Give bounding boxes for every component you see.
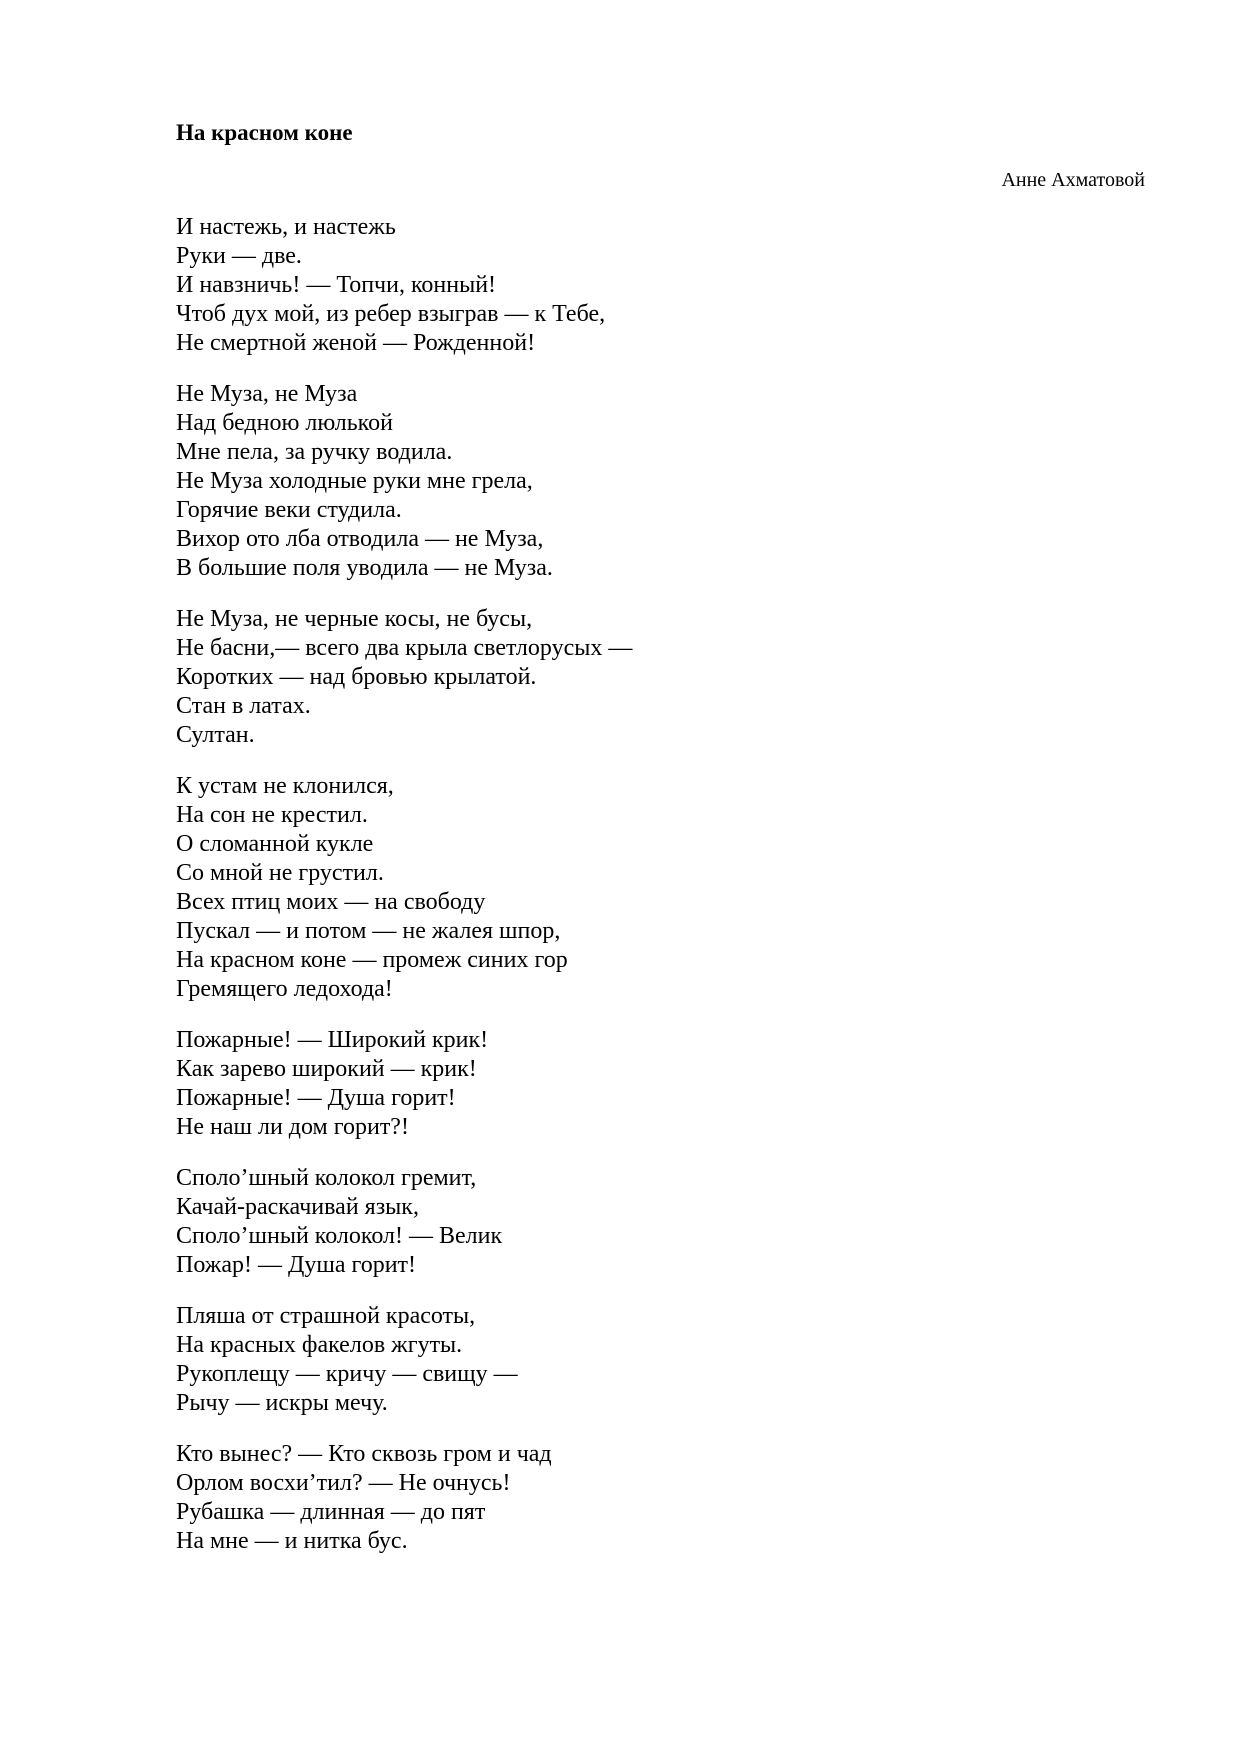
poem-title: На красном коне <box>176 120 353 145</box>
stanza <box>176 605 1156 750</box>
poem-line: Гремящего ледохода! <box>176 976 393 1002</box>
stanza <box>176 772 1156 1004</box>
poem-line: Пожарные! — Широкий крик! <box>176 1027 489 1053</box>
poem-line: Мне пела, за ручку водила. <box>176 439 453 465</box>
poem-line: Чтоб дух мой, из ребер взыграв — к Тебе, <box>176 301 606 327</box>
stanza <box>176 1164 1156 1280</box>
stanza <box>176 1302 1156 1418</box>
poem-line: Вихор ото лба отводила — не Муза, <box>176 526 544 552</box>
poem-line: Пускал — и потом — не жалея шпор, <box>176 918 561 944</box>
poem-line: Руки — две. <box>176 243 302 269</box>
poem-line: Как зарево широкий — крик! <box>176 1056 477 1082</box>
poem-line: В большие поля уводила — не Муза. <box>176 555 553 581</box>
poem-line: И настежь, и настежь <box>176 214 396 240</box>
poem-dedication: Анне Ахматовой <box>1001 169 1145 191</box>
stanza <box>176 1440 1156 1556</box>
poem-line: Качай-раскачивай язык, <box>176 1194 419 1220</box>
poem-line: О сломанной кукле <box>176 831 374 857</box>
poem-line: На красном коне — промеж синих гор <box>176 947 568 973</box>
stanza <box>176 213 1156 358</box>
poem-line: Стан в латах. <box>176 693 311 719</box>
poem-line: Со мной не грустил. <box>176 860 384 886</box>
stanza <box>176 380 1156 583</box>
poem-line: К устам не клонился, <box>176 773 394 799</box>
poem-line: На красных факелов жгуты. <box>176 1332 463 1358</box>
poem-body <box>176 213 1156 1578</box>
poem-line: Рубашка — длинная — до пят <box>176 1499 486 1525</box>
poem-line: Споло’шный колокол! — Велик <box>176 1223 503 1249</box>
poem-line: Споло’шный колокол гремит, <box>176 1165 477 1191</box>
poem-line: Пожарные! — Душа горит! <box>176 1085 456 1111</box>
poem-line: На мне — и нитка бус. <box>176 1528 408 1554</box>
poem-line: Не наш ли дом горит?! <box>176 1114 409 1140</box>
poem-line: Коротких — над бровью крылатой. <box>176 664 537 690</box>
poem-line: И навзничь! — Топчи, конный! <box>176 272 497 298</box>
poem-line: Султан. <box>176 722 255 748</box>
stanza <box>176 1026 1156 1142</box>
poem-line: Не смертной женой — Рожденной! <box>176 330 536 356</box>
poem-line: Пожар! — Душа горит! <box>176 1252 417 1278</box>
poem-line: Рукоплещу — кричу — свищу — <box>176 1361 518 1387</box>
poem-line: Не басни,— всего два крыла светлорусых — <box>176 635 633 661</box>
poem-line: Кто вынес? — Кто сквозь гром и чад <box>176 1441 552 1467</box>
poem-line: Пляша от страшной красоты, <box>176 1303 476 1329</box>
poem-line: Всех птиц моих — на свободу <box>176 889 486 915</box>
poem-line: Орлом восхи’тил? — Не очнусь! <box>176 1470 511 1496</box>
poem-line: Не Муза, не Муза <box>176 381 358 407</box>
poem-line: Не Муза холодные руки мне грела, <box>176 468 533 494</box>
poem-line: Рычу — искры мечу. <box>176 1390 388 1416</box>
poem-line: Над бедною люлькой <box>176 410 393 436</box>
poem-line: На сон не крестил. <box>176 802 368 828</box>
poem-line: Не Муза, не черные косы, не бусы, <box>176 606 533 632</box>
poem-line: Горячие веки студила. <box>176 497 402 523</box>
